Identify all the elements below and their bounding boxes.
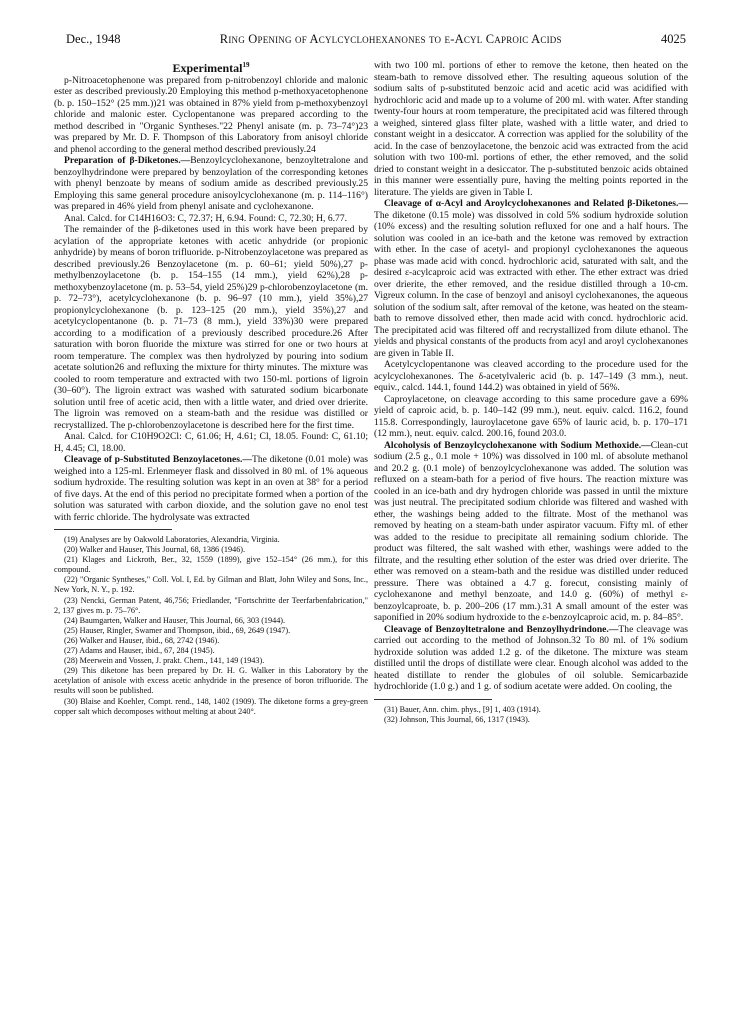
- running-head: [66, 32, 686, 50]
- footnote: (22) "Organic Syntheses," Coll. Vol. I, Ed. by Gilman and Blatt, John Wiley and Sons, Inc., New York, N. Y., p. 192.: [54, 575, 368, 595]
- footnote: (26) Walker and Hauser, ibid., 68, 2742 (1946).: [64, 635, 220, 645]
- footnote: (21) Klages and Lickroth, Ber., 32, 1559 (1899), give 152–154° (26 mm.), for this compound.: [54, 555, 368, 575]
- header-title: Ring Opening of Acylcyclohexanones to ε-Acyl Caproic Acids: [219, 32, 562, 46]
- footnote: (19) Analyses are by Oakwold Laboratories, Alexandria, Virginia.: [64, 535, 280, 544]
- analysis-paragraph: Anal. Calcd. for C14H16O3: C, 72.37; H, 6.94. Found: C, 72.30; H, 6.77.: [64, 212, 348, 224]
- footnote: (27) Adams and Hauser, ibid., 67, 284 (1945).: [64, 646, 215, 656]
- footnote: (23) Nencki, German Patent, 46,756; Friedlander, "Fortschritte der Teerfarbenfabrication," 2, 137 gives m. p. 75–76°.: [54, 595, 368, 615]
- runin-heading: Cleavage of p-Substituted Benzoylacetones.—: [64, 454, 252, 465]
- footnote-rule: [54, 529, 172, 530]
- footnote: (28) Meerwein and Vossen, J. prakt. Chem., 141, 149 (1943).: [64, 656, 265, 666]
- footnote: (29) This diketone has been prepared by Dr. H. G. Walker in this Laboratory by the acetylation of anisole with excess acetic anhydride in the presence of boron trifluoride. The results will soon be published.: [54, 666, 368, 696]
- body-paragraph: with two 100 ml. portions of ether to remove the ketone, then heated on the steam-bath to remove dissolved ether. The resulting aqueous solution of the sodium salts of p-substituted benzoic acid and acetic acid was acidified with hydrochloric acid and made up to a volume of 200 ml. with water. After standing twenty-four hours at room temperature, the precipitated acid was filtered through a weighed, sintered glass filter plate, washed with a little water, and dried to constant weight in a desiccator. A correction was applied for the solubility of the acid. In the case of benzoylacetone, the benzoic acid was extracted from the acid solution with two 100-ml. portions of ether, the ether removed, and the solid dried to constant weight in a desiccator. The p-substituted benzoic acids obtained in this manner were essentially pure, having the melting points reported in the literature. The yields are given in Table I.: [374, 60, 688, 198]
- body-paragraph: Alcoholysis of Benzoylcyclohexanone with Sodium Methoxide.—Clean-cut sodium (2.5 g., 0.1 mole + 10%) was dissolved in 100 ml. of absolute methanol and 20.2 g. (0.1 mole) of benzoylcyclohexanone was added. The solution was refluxed on a steam-bath for a period of five hours. The reaction mixture was cooled in an ice-bath and dry hydrogen chloride was passed in until the mixture was just neutral. The precipitated sodium chloride was filtered and washed with ether, the washings being added to the filtrate. Most of the methanol was removed by heating on a steam-bath under aspirator vacuum. Fifty ml. of ether was added to the residue to precipitate all remaining sodium chloride. The product was filtered, the salt washed with ether, washings were added to the filtrate, and the resulting ether solution of the ester was dried over drierite. The ether was removed on a steam-bath and the residue was distilled under reduced pressure. There was obtained a 4.7 g. forecut, consisting mainly of cyclohexanone and methyl benzoate, and 14.0 g. (60%) of methyl ε-benzoylcaproate, b. p. 200–206 (17 mm.).31 A small amount of the ester was saponified in 20% sodium hydroxide to the ε-benzoylcaproic acid, m. p. 84–85°.: [374, 439, 688, 623]
- body-paragraph: The remainder of the β-diketones used in this work have been prepared by acylation of the appropriate ketones with acetic anhydride (or propionic anhydride) by means of boron trifluoride. p-Nitrobenzoylacetone was prepared as described previously.26 Benzoylacetone (m. p. 60–61; yield 50%),27 p-methylbenzoylacetone (b. p. 154–155 (14 mm.), yield 62%),28 p-methoxybenzoylacetone (m. p. 53–54, yield 25%)29 p-chlorobenzoylacetone (m. p. 72–73°), acetylcyclohexanone (b. p. 96–97 (10 mm.), yield 35%),27 propionylcyclohexanone (b. p. 123–125 (20 mm.), yield 35%),27 and acetylcyclopentanone (b. p. 71–73 (8 mm.), yield 33%)30 were prepared according to a modification of a previously described procedure.26 After saturation with boron fluoride the mixture was stirred for one or two hours at room temperature. The complex was then hydrolyzed by pouring into sodium acetate solution26 and refluxing the mixture for thirty minutes. The mixture was cooled to room temperature and extracted with two 150-ml. portions of ligroin (30–60°). The ligroin extract was washed with saturated sodium bicarbonate solution until free of acetic acid, then with a little water, and dried over drierite. The ligroin was removed on a steam-bath and the residue was distilled or recrystallized. The p-chlorobenzoylacetone is described here for the first time.: [54, 224, 368, 431]
- footnote: (20) Walker and Hauser, This Journal, 68, 1386 (1946).: [64, 545, 246, 555]
- body-paragraph: Caproylacetone, on cleavage according to this same procedure gave a 69% yield of caproic acid, b. p. 140–142 (99 mm.), neut. equiv. calcd. 116.2, found 115.8. Correspondingly, lauroylacetone gave 65% of lauric acid, b. p. 170–171 (12 mm.), neut. equiv. calcd. 200.16, found 203.0.: [374, 393, 688, 439]
- footnote: (24) Baumgarten, Walker and Hauser, This Journal, 66, 303 (1944).: [64, 615, 286, 625]
- left-column: [54, 60, 368, 717]
- footnote: (25) Hauser, Ringler, Swamer and Thompson, ibid., 69, 2649 (1947).: [64, 625, 291, 635]
- body-paragraph: Preparation of β-Diketones.—Benzoylcyclohexanone, benzoyltetralone and benzoylhydrindone were prepared by benzoylation of the corresponding ketones with phenyl benzoate by means of sodium amide as described previously.25 Employing this same general procedure anisoylcyclohexanone (m. p. 114–116°) was prepared in 46% yield from phenyl anisate and cyclohexanone.: [54, 155, 368, 212]
- analysis-paragraph: Anal. Calcd. for C10H9O2Cl: C, 61.06; H, 4.61; Cl, 18.05. Found: C, 61.10; H, 4.45; Cl, 18.00.: [54, 431, 368, 454]
- body-paragraph: p-Nitroacetophenone was prepared from p-nitrobenzoyl chloride and malonic ester as described previously.20 Employing this method p-methoxyacetophenone (b. p. 150–152° (25 mm.))21 was obtained in 87% yield from p-methoxybenzoyl chloride and malonic ester. Cyclopentanone was prepared according to the method described in "Organic Syntheses."22 Phenyl anisate (m. p. 73–74°)23 was prepared by Mr. D. F. Thompson of this Laboratory from anisoyl chloride and phenol according to the general method described previously.24: [54, 74, 368, 155]
- runin-heading: Cleavage of Benzoyltetralone and Benzoylhydrindone.—: [384, 623, 619, 635]
- page-number: 4025: [660, 32, 686, 46]
- runin-heading: Cleavage of α-Acyl and Aroylcyclohexanones and Related β-Diketones.—: [384, 198, 688, 209]
- footnotes-left: [54, 535, 368, 717]
- section-heading-text: Experimental: [172, 61, 243, 75]
- section-heading: [54, 60, 368, 75]
- footnote-rule: [374, 699, 492, 700]
- footnote: (32) Johnson, This Journal, 66, 1317 (1943).: [384, 714, 530, 724]
- right-column: [374, 60, 688, 725]
- body-paragraph: Acetylcyclopentanone was cleaved according to the procedure used for the acylcyclohexanones. The δ-acetylvaleric acid (b. p. 147–149 (3 mm.), neut. equiv., calcd. 144.1, found 144.2) was obtained in yield of 56%.: [374, 359, 688, 393]
- runin-heading: Preparation of β-Diketones.—: [64, 155, 191, 166]
- footnote: (30) Blaise and Koehler, Compt. rend., 148, 1402 (1909). The diketone forms a grey-green copper salt which decomposes without melting at about 240°.: [54, 696, 368, 716]
- footnotes-right: [374, 705, 688, 725]
- body-paragraph: Cleavage of p-Substituted Benzoylacetones.—The diketone (0.01 mole) was weighed into a 125-ml. Erlenmeyer flask and dissolved in 80 ml. of 1% aqueous sodium hydroxide. The resulting solution was kept in an oven at 38° for a period of five days. At the end of this period no precipitate formed when a portion of the solution was saturated with carbon dioxide, and the solution gave no enol test with ferric chloride. The hydrolysate was extracted: [54, 454, 368, 523]
- section-heading-note: 19: [242, 61, 250, 69]
- runin-heading: Alcoholysis of Benzoylcyclohexanone with Sodium Methoxide.—: [384, 439, 651, 451]
- header-date: Dec., 1948: [66, 32, 121, 46]
- body-paragraph: Cleavage of α-Acyl and Aroylcyclohexanones and Related β-Diketones.—The diketone (0.15 mole) was dissolved in cold 5% sodium hydroxide solution (10% excess) and the resulting solution refluxed for one and a half hours. The solution was cooled in an ice-bath and the ketone was removed by extraction with ether. In the case of acetyl- and propionyl cyclohexanones the aqueous phase was made acid with concd. hydrochloric acid, saturated with salt, and the desired ε-acylcaproic acid was extracted with ether. The ether extract was dried over drierite, the ether removed, and the residue distilled through a 10-cm. Vigreux column. In the case of benzoyl and anisoyl cyclohexanones, the aqueous solution of the sodium salt, after removal of the ketone, was heated on the steam-bath to remove dissolved ether, then made acid with concd. hydrochloric acid. The precipitated acid was filtered off and recrystallized from dilute ethanol. The yields and physical constants of the products from acyl and aroyl cyclohexanones are given in Table II.: [374, 198, 688, 359]
- body-paragraph: Cleavage of Benzoyltetralone and Benzoylhydrindone.—The cleavage was carried out according to the method of Johnson.32 To 80 ml. of 1% sodium hydroxide solution was added 1.2 g. of the diketone. The mixture was steam distilled until the drops of distillate were clear. Enough alcohol was added to the heated distillate to render the globules of oil soluble. Semicarbazide hydrochloride (1.0 g.) and 1 g. of sodium acetate were added. On cooling, the: [374, 623, 688, 692]
- footnote: (31) Bauer, Ann. chim. phys., [9] 1, 403 (1914).: [384, 704, 541, 714]
